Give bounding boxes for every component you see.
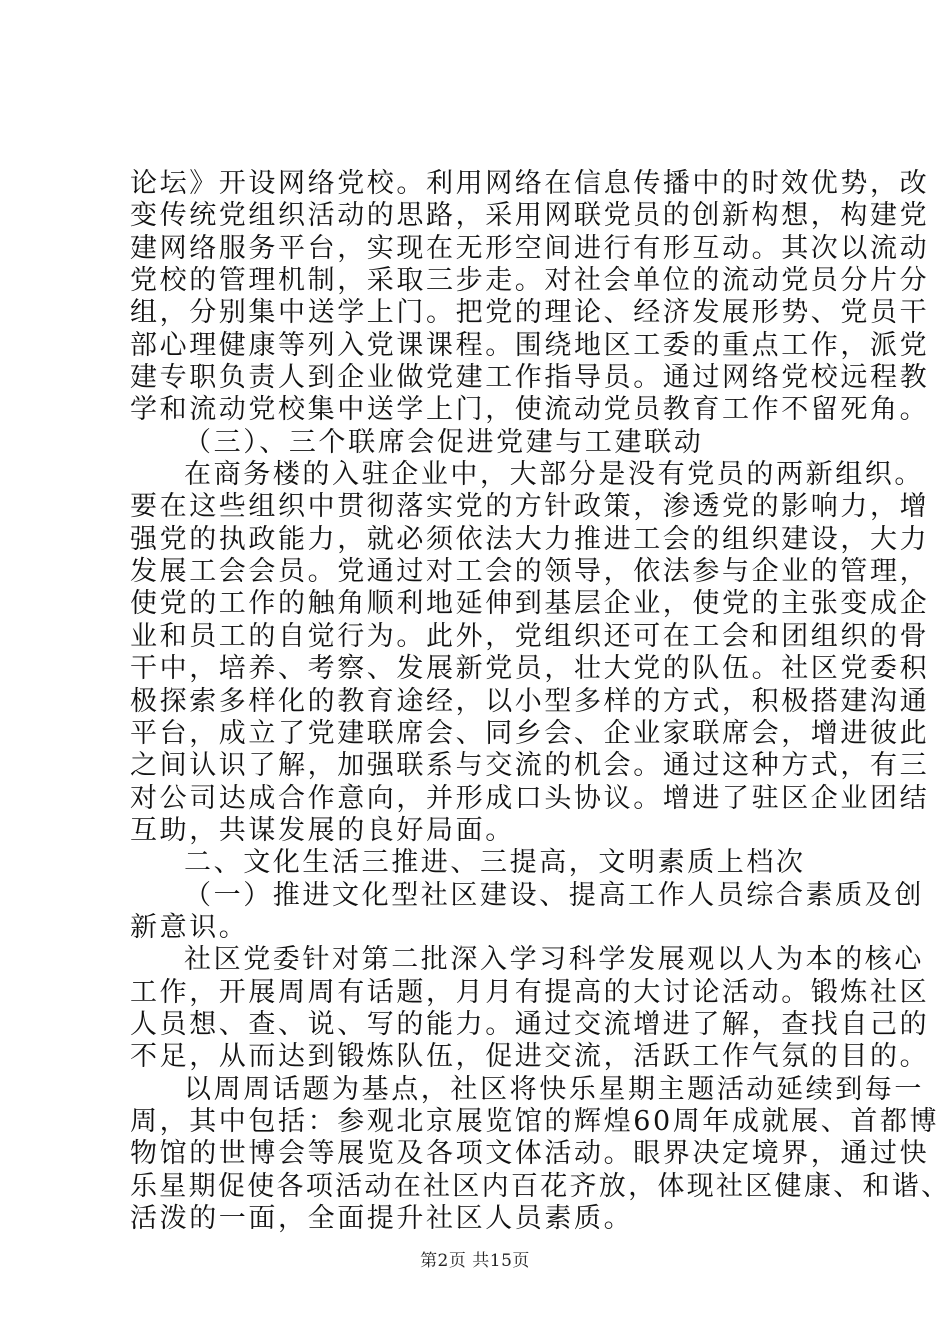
text-line: 对公司达成合作意向，并形成口头协议。增进了驻区企业团结 — [130, 782, 930, 814]
text-line: 互助，共谋发展的良好局面。 — [130, 814, 515, 846]
text-line: 周，其中包括：参观北京展览馆的辉煌60周年成就展、首都博 — [130, 1105, 940, 1137]
text-line: 极探索多样化的教育途经，以小型多样的方式，积极搭建沟通 — [130, 685, 930, 717]
text-line: 乐星期促使各项活动在社区内百花齐放，体现社区健康、和谐、 — [130, 1170, 950, 1202]
text-line: 学和流动党校集中送学上门，使流动党员教育工作不留死角。 — [130, 394, 930, 426]
text-line: 强党的执政能力，就必须依法大力推进工会的组织建设，大力 — [130, 523, 930, 555]
text-line: 建网络服务平台，实现在无形空间进行有形互动。其次以流动 — [130, 232, 930, 264]
text-line: 使党的工作的触角顺利地延伸到基层企业，使党的主张变成企 — [130, 588, 930, 620]
text-line: 建专职负责人到企业做党建工作指导员。通过网络党校远程教 — [130, 362, 930, 394]
subsection-heading: 新意识。 — [130, 911, 249, 943]
text-line: 平台，成立了党建联席会、同乡会、企业家联席会，增进彼此 — [130, 717, 930, 749]
text-line: 党校的管理机制，采取三步走。对社会单位的流动党员分片分 — [130, 265, 930, 297]
text-line: 组，分别集中送学上门。把党的理论、经济发展形势、党员干 — [130, 297, 930, 329]
text-line: 在商务楼的入驻企业中，大部分是没有党员的两新组织。 — [184, 459, 924, 491]
text-line: 不足，从而达到锻炼队伍，促进交流，活跃工作气氛的目的。 — [130, 1041, 930, 1073]
text-line: 人员想、查、说、写的能力。通过交流增进了解，查找自己的 — [130, 1008, 930, 1040]
text-line: 业和员工的自觉行为。此外，党组织还可在工会和团组织的骨 — [130, 620, 930, 652]
text-line: 部心理健康等列入党课课程。围绕地区工委的重点工作，派党 — [130, 329, 930, 361]
text-line: 之间认识了解，加强联系与交流的机会。通过这种方式，有三 — [130, 750, 930, 782]
text-line: 发展工会会员。党通过对工会的领导，依法参与企业的管理， — [130, 556, 930, 588]
text-line: 物馆的世博会等展览及各项文体活动。眼界决定境界，通过快 — [130, 1138, 930, 1170]
text-line: 干中，培养、考察、发展新党员，壮大党的队伍。社区党委积 — [130, 653, 930, 685]
page-number: 第2页 共15页 — [420, 1251, 530, 1271]
text-line: 论坛》开设网络党校。利用网络在信息传播中的时效优势，改 — [130, 168, 930, 199]
text-line: 要在这些组织中贯彻落实党的方针政策，渗透党的影响力，增 — [130, 491, 930, 523]
text-line: 社区党委针对第二批深入学习科学发展观以人为本的核心 — [184, 944, 924, 976]
text-line: 工作，开展周周有话题，月月有提高的大讨论活动。锻炼社区 — [130, 976, 930, 1008]
subsection-heading: （一）推进文化型社区建设、提高工作人员综合素质及创 — [184, 879, 924, 911]
section-heading: 二、文化生活三推进、三提高，文明素质上档次 — [184, 847, 806, 879]
text-line: 活泼的一面，全面提升社区人员素质。 — [130, 1203, 634, 1234]
section-heading: （三）、三个联席会促进党建与工建联动 — [184, 426, 704, 458]
text-line: 以周周话题为基点，社区将快乐星期主题活动延续到每一 — [184, 1073, 924, 1105]
text-line: 变传统党组织活动的思路，采用网联党员的创新构想，构建党 — [130, 200, 930, 232]
